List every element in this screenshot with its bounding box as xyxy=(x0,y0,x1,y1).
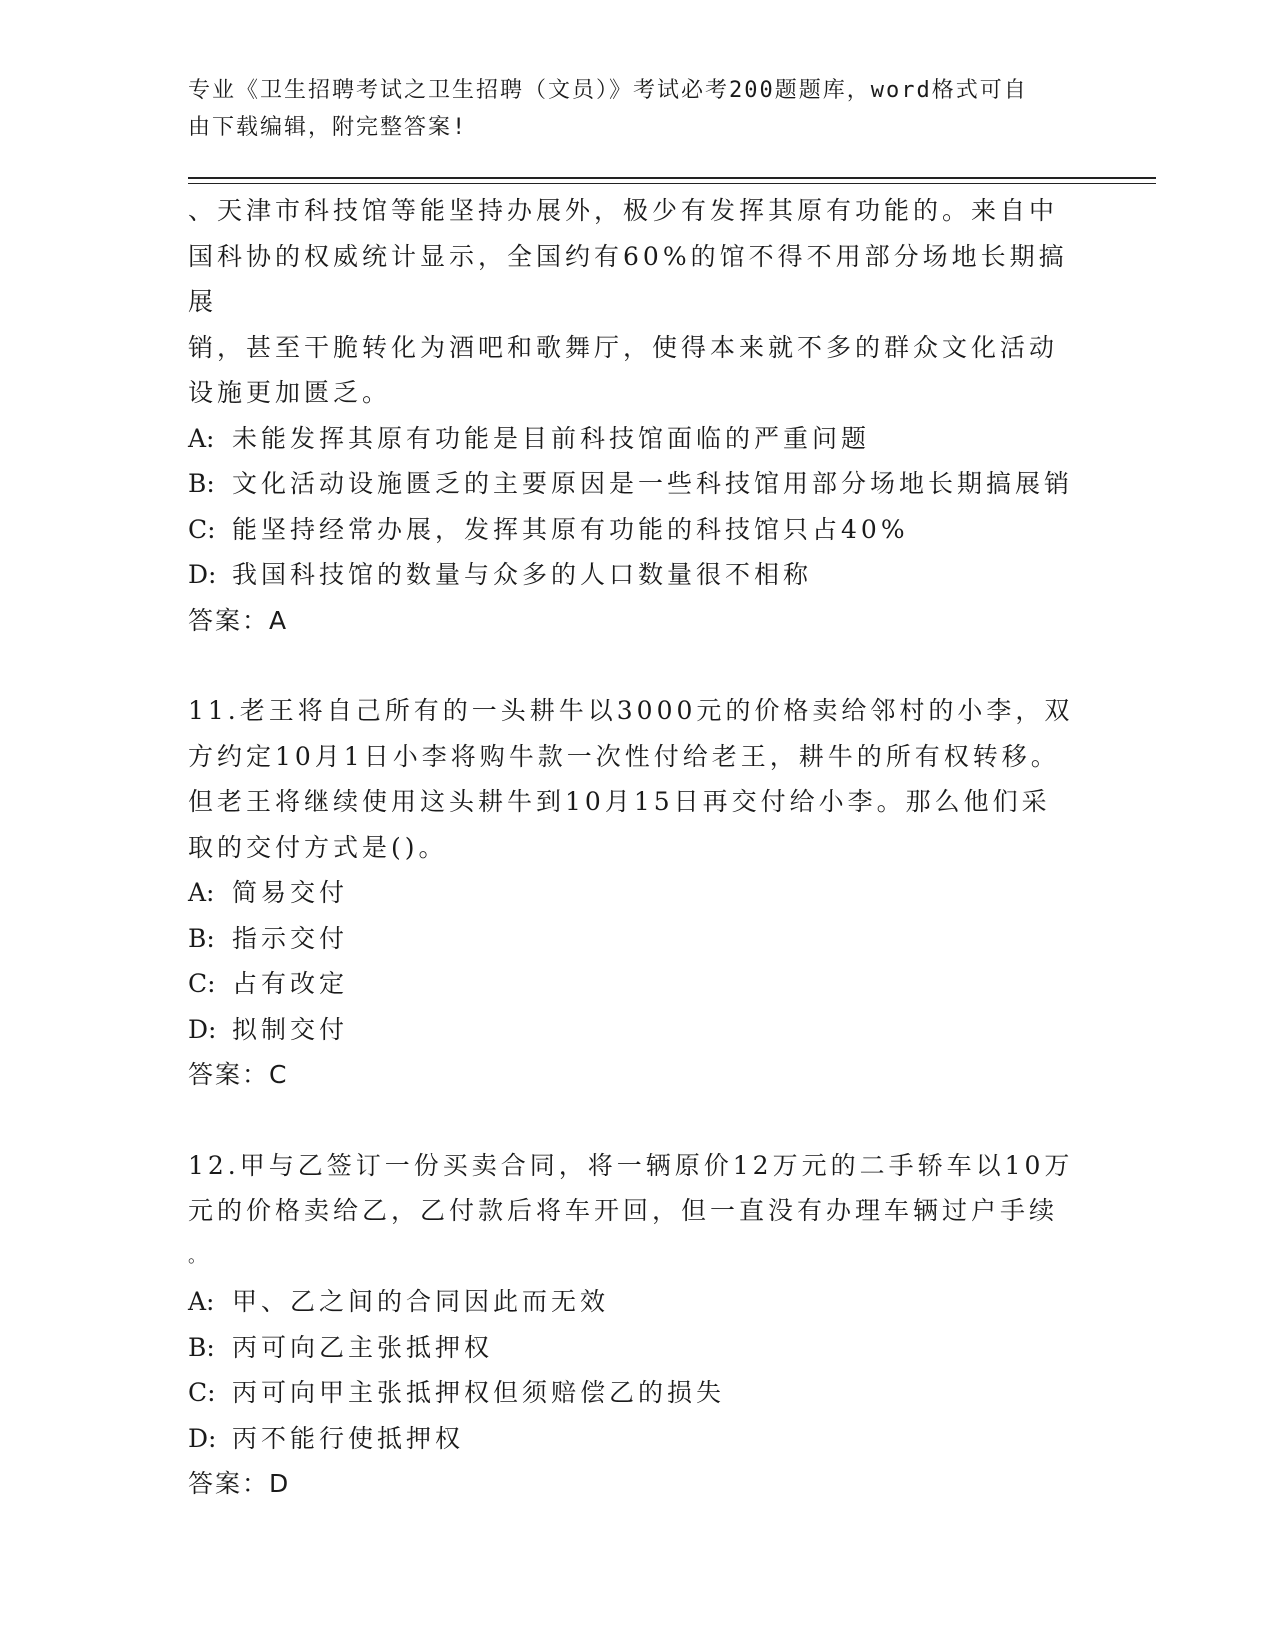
option-text: 未能发挥其原有功能是目前科技馆面临的严重问题 xyxy=(232,423,871,453)
page-header xyxy=(188,72,1068,146)
stem-line: 方约定10月1日小李将购牛款一次性付给老王，耕牛的所有权转移。 xyxy=(188,741,1060,771)
option-letter: B: xyxy=(188,923,215,953)
option-text: 丙不能行使抵押权 xyxy=(232,1423,465,1453)
question-stem xyxy=(188,688,1088,870)
stem-line: 国科协的权威统计显示，全国约有60%的馆不得不用部分场地长期搞展 xyxy=(188,241,1068,316)
answer-line xyxy=(188,1461,1088,1507)
answer-label: 答案： xyxy=(188,1060,270,1089)
option-text: 丙可向乙主张抵押权 xyxy=(232,1332,494,1362)
option-c xyxy=(188,507,1088,553)
question-block xyxy=(188,188,1088,643)
option-text: 占有改定 xyxy=(232,969,349,998)
option-a xyxy=(188,1279,1088,1325)
option-letter: D: xyxy=(188,560,217,589)
option-text: 我国科技馆的数量与众多的人口数量很不相称 xyxy=(232,560,813,589)
option-text: 文化活动设施匮乏的主要原因是一些科技馆用部分场地长期搞展销 xyxy=(232,469,1074,498)
option-b xyxy=(188,916,1088,962)
question-stem xyxy=(188,188,1088,416)
question-block xyxy=(188,688,1088,1098)
option-letter: D: xyxy=(188,1014,217,1044)
question-block xyxy=(188,1143,1088,1507)
option-text: 甲、乙之间的合同因此而无效 xyxy=(232,1287,610,1316)
stem-line: 但老王将继续使用这头耕牛到10月15日再交付给小李。那么他们采 xyxy=(188,787,1051,816)
spacer xyxy=(188,643,1088,688)
answer-line xyxy=(188,1052,1088,1098)
answer-value: A xyxy=(269,605,288,635)
stem-line: 元的价格卖给乙，乙付款后将车开回，但一直没有办理车辆过户手续 xyxy=(188,1196,1059,1225)
option-letter: C: xyxy=(188,514,216,544)
option-b xyxy=(188,1325,1088,1371)
document-body xyxy=(188,188,1088,1507)
answer-label: 答案： xyxy=(188,1469,270,1498)
stem-line: 销，甚至干脆转化为酒吧和歌舞厅，使得本来就不多的群众文化活动 xyxy=(188,332,1059,362)
question-stem xyxy=(188,1143,1088,1280)
option-d xyxy=(188,1007,1088,1053)
option-text: 指示交付 xyxy=(232,923,349,953)
header-divider xyxy=(188,177,1156,179)
option-letter: A: xyxy=(188,423,215,453)
stem-line: 。 xyxy=(188,1245,210,1267)
stem-line: 12.甲与乙签订一份买卖合同，将一辆原价12万元的二手轿车以10万 xyxy=(188,1150,1074,1180)
stem-line: 取的交付方式是()。 xyxy=(188,832,448,862)
option-letter: C: xyxy=(188,969,216,998)
option-d xyxy=(188,552,1088,598)
stem-line: 设施更加匮乏。 xyxy=(188,378,392,407)
header-divider-thin xyxy=(188,183,1156,184)
option-letter: C: xyxy=(188,1378,216,1407)
option-letter: B: xyxy=(188,1332,215,1362)
option-letter: A: xyxy=(188,1287,215,1316)
option-letter: B: xyxy=(188,469,215,498)
option-letter: A: xyxy=(188,878,215,907)
option-d xyxy=(188,1416,1088,1462)
answer-label: 答案： xyxy=(188,605,270,635)
option-c xyxy=(188,1370,1088,1416)
stem-line: 、天津市科技馆等能坚持办展外，极少有发挥其原有功能的。来自中 xyxy=(188,196,1059,225)
option-text: 丙可向甲主张抵押权但须赔偿乙的损失 xyxy=(232,1378,726,1407)
option-a xyxy=(188,416,1088,462)
option-text: 简易交付 xyxy=(232,878,349,907)
answer-line xyxy=(188,598,1088,644)
option-b xyxy=(188,461,1088,507)
answer-value: D xyxy=(269,1469,290,1498)
stem-line: 11.老王将自己所有的一头耕牛以3000元的价格卖给邻村的小李，双 xyxy=(188,696,1074,725)
header-line: 由下载编辑，附完整答案! xyxy=(188,115,468,140)
option-letter: D: xyxy=(188,1423,217,1453)
option-a xyxy=(188,870,1088,916)
option-text: 拟制交付 xyxy=(232,1014,349,1044)
option-c xyxy=(188,961,1088,1007)
header-line: 专业《卫生招聘考试之卫生招聘（文员）》考试必考200题题库，word格式可自 xyxy=(188,78,1028,103)
spacer xyxy=(188,1098,1088,1143)
option-text: 能坚持经常办展，发挥其原有功能的科技馆只占40% xyxy=(232,514,909,544)
answer-value: C xyxy=(269,1060,288,1089)
